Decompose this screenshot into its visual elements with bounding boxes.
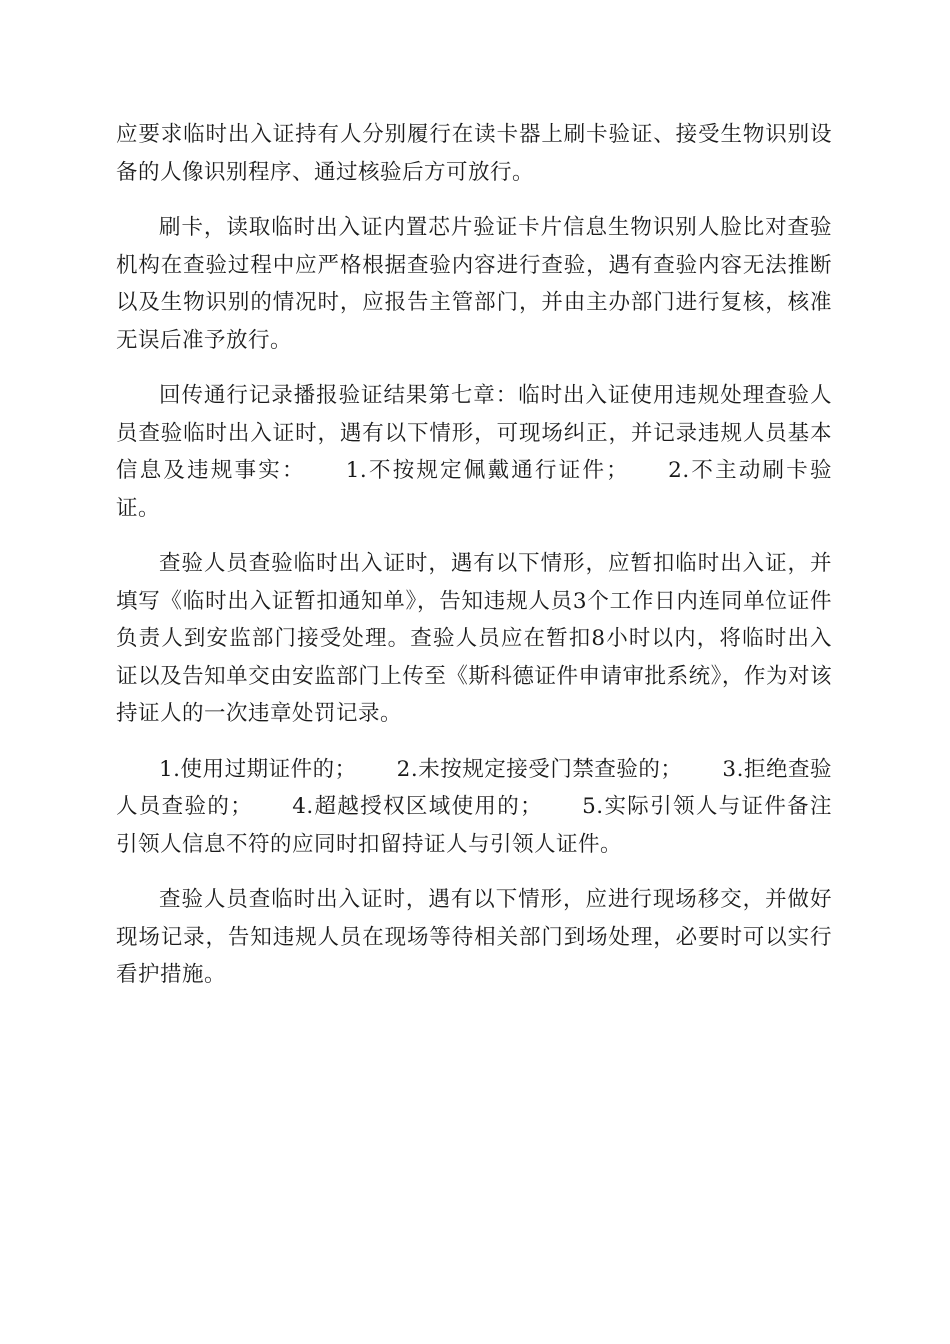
paragraph-1: 应要求临时出入证持有人分别履行在读卡器上刷卡验证、接受生物识别设备的人像识别程序、通过核验后方可放行。	[116, 122, 832, 185]
paragraph-4: 查验人员查验临时出入证时，遇有以下情形，应暂扣临时出入证，并填写《临时出入证暂扣通知单》，告知违规人员3个工作日内连同单位证件负责人到安监部门接受处理。查验人员应在暂扣8小时以内，将临时出入证以及告知单交由安监部门上传至《斯科德证件申请审批系统》，作为对该持证人的一次违章处罚记录。	[116, 551, 832, 726]
list-b-item-4: 4.超越授权区域使用的；	[292, 794, 543, 819]
paragraph-2: 刷卡，读取临时出入证内置芯片验证卡片信息生物识别人脸比对查验机构在查验过程中应严格根据查验内容进行查验，遇有查验内容无法推断以及生物识别的情况时，应报告主管部门，并由主办部门进行复核，核准无误后准予放行。	[116, 215, 832, 353]
paragraph-3-text: 回传通行记录播报验证结果第七章：临时出入证使用违规处理查验人员查验临时出入证时，遇有以下情形，可现场纠正，并记录违规人员基本信息及违规事实：	[116, 383, 832, 483]
paragraph-3	[116, 377, 832, 527]
list-b-item-3: 3.拒绝查验人员查验的；	[116, 756, 833, 819]
paragraph-5-list	[116, 751, 832, 864]
list-a-item-1: 1.不按规定佩戴通行证件；	[345, 458, 629, 483]
paragraph-6: 查验人员查临时出入证时，遇有以下情形，应进行现场移交，并做好现场记录，告知违规人员在现场等待相关部门到场处理，必要时可以实行看护措施。	[116, 887, 832, 987]
list-b-item-2: 2.未按规定接受门禁查验的；	[396, 756, 683, 782]
list-b-item-1: 1.使用过期证件的；	[159, 756, 357, 782]
list-b-item-5: 5.实际引领人与证件备注引领人信息不符的应同时扣留持证人与引领人证件。	[116, 794, 833, 857]
list-a-item-2: 2.不主动刷卡验证。	[116, 458, 832, 521]
